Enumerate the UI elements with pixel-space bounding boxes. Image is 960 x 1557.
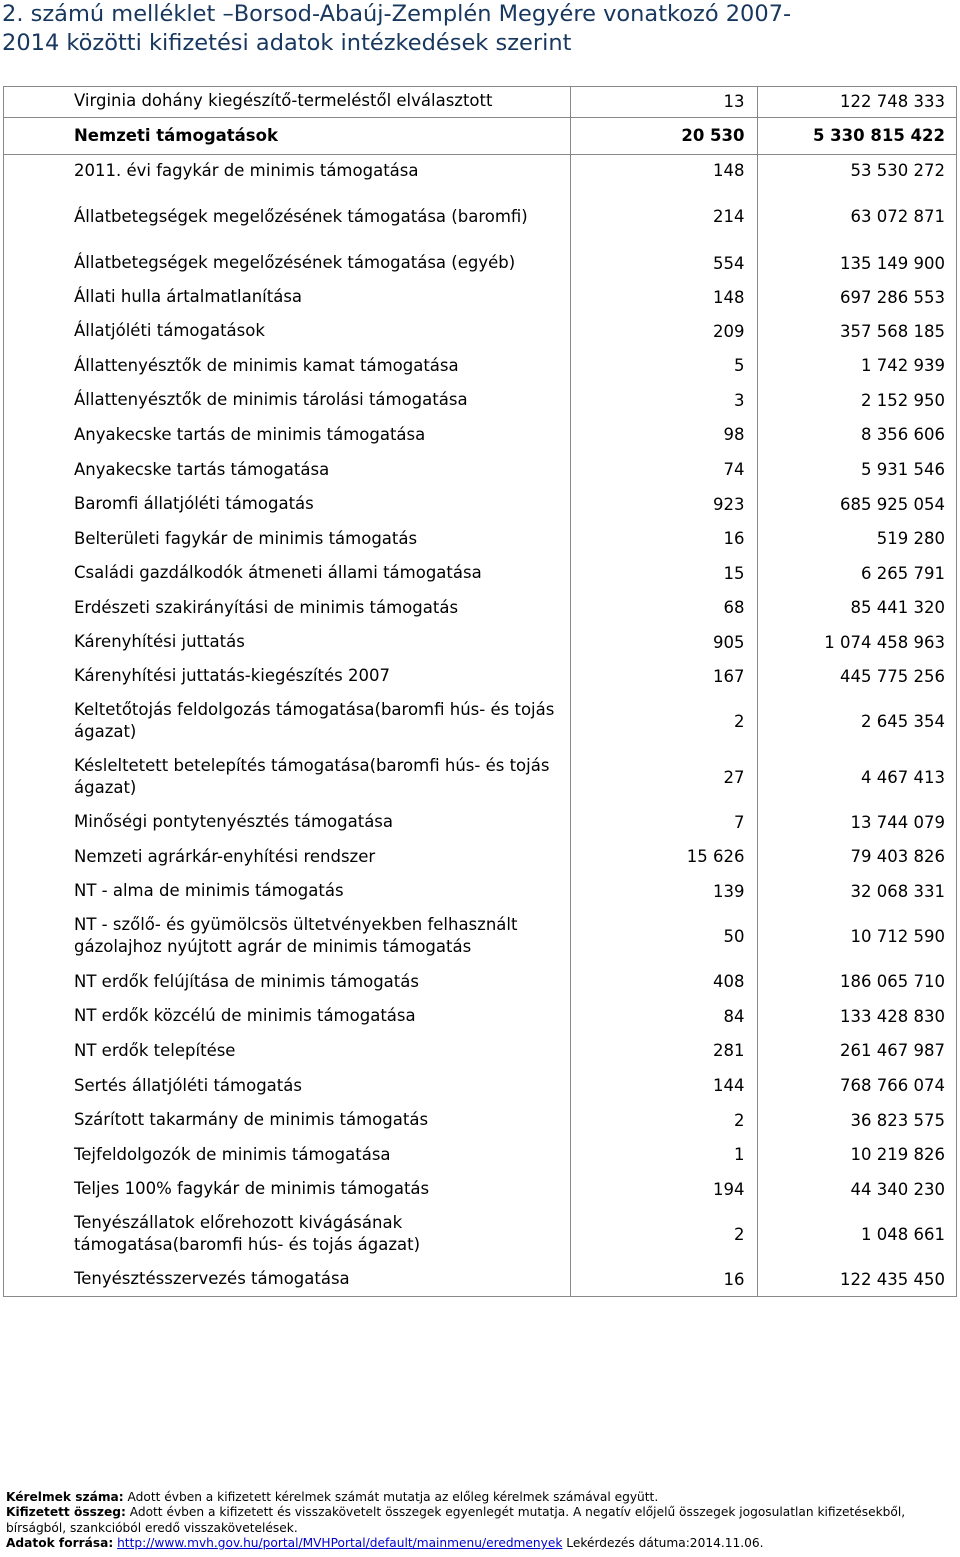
row-count: 923 [570,487,757,521]
row-amount: 8 356 606 [757,417,957,452]
table-row [3,693,957,749]
row-label: 2011. évi fagykár de minimis támogatása [3,154,570,187]
row-label: Állatjóléti támogatások [74,321,265,340]
table-row [3,749,957,805]
row-count: 139 [570,874,757,908]
row-label: Tenyésztésszervezés támogatása [74,1269,350,1288]
row-amount: 261 467 987 [757,1033,957,1068]
row-count: 214 [570,187,757,246]
row-count: 209 [570,314,757,348]
row-count: 15 [570,556,757,590]
row-amount: 685 925 054 [757,487,957,521]
row-count: 905 [570,625,757,659]
row-count: 74 [570,452,757,487]
row-label: Anyakecske tartás támogatása [74,459,330,479]
row-label: Állattenyésztők de minimis kamat támogatása [74,355,459,375]
row-label: Nemzeti agrárkár-enyhítési rendszer [74,846,376,866]
row-amount: 36 823 575 [757,1103,957,1137]
table-row [3,1068,957,1103]
lekerdezes-text: Lekérdezés dátuma:2014.11.06. [562,1536,764,1551]
row-amount: 1 048 661 [757,1206,957,1262]
row-label: Nemzeti támogatások [3,117,570,154]
footer-kerelmek [6,1490,956,1505]
row-amount: 1 742 939 [757,348,957,383]
table-row [3,1262,957,1296]
forras-label: Adatok forrása: [6,1536,114,1551]
row-label: Családi gazdálkodók átmeneti állami támogatása [74,563,482,582]
row-amount: 122 435 450 [757,1262,957,1296]
table-row [3,1137,957,1172]
table-row [3,964,957,999]
row-amount: 133 428 830 [757,999,957,1033]
table-row [3,556,957,590]
table-row [3,452,957,487]
table-row [3,1103,957,1137]
table-row [3,1206,957,1262]
row-label: Tejfeldolgozók de minimis támogatása [74,1144,391,1164]
row-amount: 85 441 320 [757,590,957,625]
row-amount: 5 931 546 [757,452,957,487]
row-count: 16 [570,1262,757,1296]
table-row [3,908,957,964]
row-count: 167 [570,659,757,693]
table-row [3,590,957,625]
table-row [3,314,957,348]
row-label: Teljes 100% fagykár de minimis támogatás [74,1179,430,1198]
row-amount: 10 219 826 [757,1137,957,1172]
row-label: Állattenyésztők de minimis tárolási támogatása [74,390,468,409]
row-label: Virginia dohány kiegészítő-termeléstől elválasztott [74,91,493,111]
table-row [3,805,957,839]
row-count: 408 [570,964,757,999]
footer-notes [6,1490,956,1552]
table-row [3,625,957,659]
row-amount: 768 766 074 [757,1068,957,1103]
row-amount: 6 265 791 [757,556,957,590]
row-count: 84 [570,999,757,1033]
kerelmek-text: Adott évben a kifizetett kérelmek számát mutatja az előleg kérelmek számával együtt. [123,1490,659,1504]
row-label: Szárított takarmány de minimis támogatás [74,1110,429,1129]
row-label: Kárenyhítési juttatás [74,632,245,651]
row-amount: 122 748 333 [757,86,957,117]
row-label: NT erdők közcélú de minimis támogatása [74,1006,416,1025]
row-label: Keltetőtojás feldolgozás támogatása(baromfi hús- és tojás ágazat) [74,700,555,741]
table-row [3,874,957,908]
row-amount: 135 149 900 [757,246,957,280]
row-count: 2 [570,1206,757,1262]
row-label: Állatbetegségek megelőzésének támogatása (baromfi) [74,206,528,226]
row-count: 13 [570,86,757,117]
table-row [3,1033,957,1068]
table-row [3,117,957,154]
kerelmek-label: Kérelmek száma: [6,1490,124,1504]
row-count: 281 [570,1033,757,1068]
table-row [3,487,957,521]
row-count: 7 [570,805,757,839]
table-row [3,839,957,874]
row-label: Sertés állatjóléti támogatás [74,1075,302,1095]
row-count: 68 [570,590,757,625]
payments-table-body [3,86,957,1296]
row-amount: 186 065 710 [757,964,957,999]
row-count: 15 626 [570,839,757,874]
row-label: Minőségi pontytenyésztés támogatása [74,812,394,831]
row-label: Erdészeti szakirányítási de minimis támogatás [74,597,459,617]
table-row [3,417,957,452]
row-label: NT - alma de minimis támogatás [74,881,344,900]
row-label: Állati hulla ártalmatlanítása [74,287,303,306]
row-amount: 1 074 458 963 [757,625,957,659]
table-row [3,280,957,314]
table-row [3,659,957,693]
table-row [3,348,957,383]
page-title [2,0,952,58]
row-amount: 2 152 950 [757,383,957,417]
row-label: Késleltetett betelepítés támogatása(baromfi hús- és tojás ágazat) [74,756,550,797]
row-amount: 5 330 815 422 [757,117,957,154]
row-amount: 13 744 079 [757,805,957,839]
row-count: 3 [570,383,757,417]
table-row [3,521,957,556]
row-amount: 53 530 272 [757,154,957,187]
row-amount: 79 403 826 [757,839,957,874]
row-amount: 63 072 871 [757,187,957,246]
footer-forras [6,1536,956,1551]
osszeg-label: Kifizetett összeg: [6,1505,126,1520]
row-count: 148 [570,154,757,187]
row-label: Baromfi állatjóléti támogatás [74,494,314,513]
table-row [3,999,957,1033]
row-count: 2 [570,693,757,749]
table-row [3,154,957,187]
table-row [3,1172,957,1206]
title-line-2: 2014 közötti kifizetési adatok intézkedések szerint [2,30,572,56]
row-amount: 519 280 [757,521,957,556]
row-count: 554 [570,246,757,280]
row-count: 16 [570,521,757,556]
row-amount: 10 712 590 [757,908,957,964]
row-count: 27 [570,749,757,805]
row-label: Állatbetegségek megelőzésének támogatása (egyéb) [74,253,516,272]
row-count: 20 530 [570,117,757,154]
row-count: 144 [570,1068,757,1103]
row-label: NT erdők telepítése [74,1040,236,1060]
title-line-1: 2. számú melléklet –Borsod-Abaúj-Zemplén Megyére vonatkozó 2007- [2,1,792,27]
row-amount: 4 467 413 [757,749,957,805]
row-count: 5 [570,348,757,383]
row-amount: 32 068 331 [757,874,957,908]
row-label: Tenyészállatok előrehozott kivágásának támogatása(baromfi hús- és tojás ágazat) [74,1213,421,1254]
footer-osszeg [6,1505,956,1536]
row-count: 1 [570,1137,757,1172]
row-label: NT - szőlő- és gyümölcsös ültetvényekben felhasznált gázolajhoz nyújtott agrár de minimis támogatás [74,915,518,956]
payments-table [3,86,957,1296]
row-count: 194 [570,1172,757,1206]
row-amount: 2 645 354 [757,693,957,749]
row-label: NT erdők felújítása de minimis támogatás [74,971,419,991]
row-count: 2 [570,1103,757,1137]
row-amount: 445 775 256 [757,659,957,693]
row-count: 98 [570,417,757,452]
table-row [3,187,957,246]
row-label: Belterületi fagykár de minimis támogatás [74,528,418,548]
row-label: Anyakecske tartás de minimis támogatása [74,424,426,444]
row-amount: 357 568 185 [757,314,957,348]
source-link[interactable]: http://www.mvh.gov.hu/portal/MVHPortal/default/mainmenu/eredmenyek [117,1536,563,1551]
table-row [3,246,957,280]
row-amount: 44 340 230 [757,1172,957,1206]
row-count: 50 [570,908,757,964]
row-count: 148 [570,280,757,314]
row-label: Kárenyhítési juttatás-kiegészítés 2007 [74,666,390,685]
table-row [3,86,957,117]
row-amount: 697 286 553 [757,280,957,314]
table-row [3,383,957,417]
osszeg-text: Adott évben a kifizetett és visszakövetelt összegek egyenlegét mutatja. A negatív előjelű összegek jogosulatlan kifizetésekből, bírságból, szankcióból eredő visszakövetelések. [6,1505,906,1535]
